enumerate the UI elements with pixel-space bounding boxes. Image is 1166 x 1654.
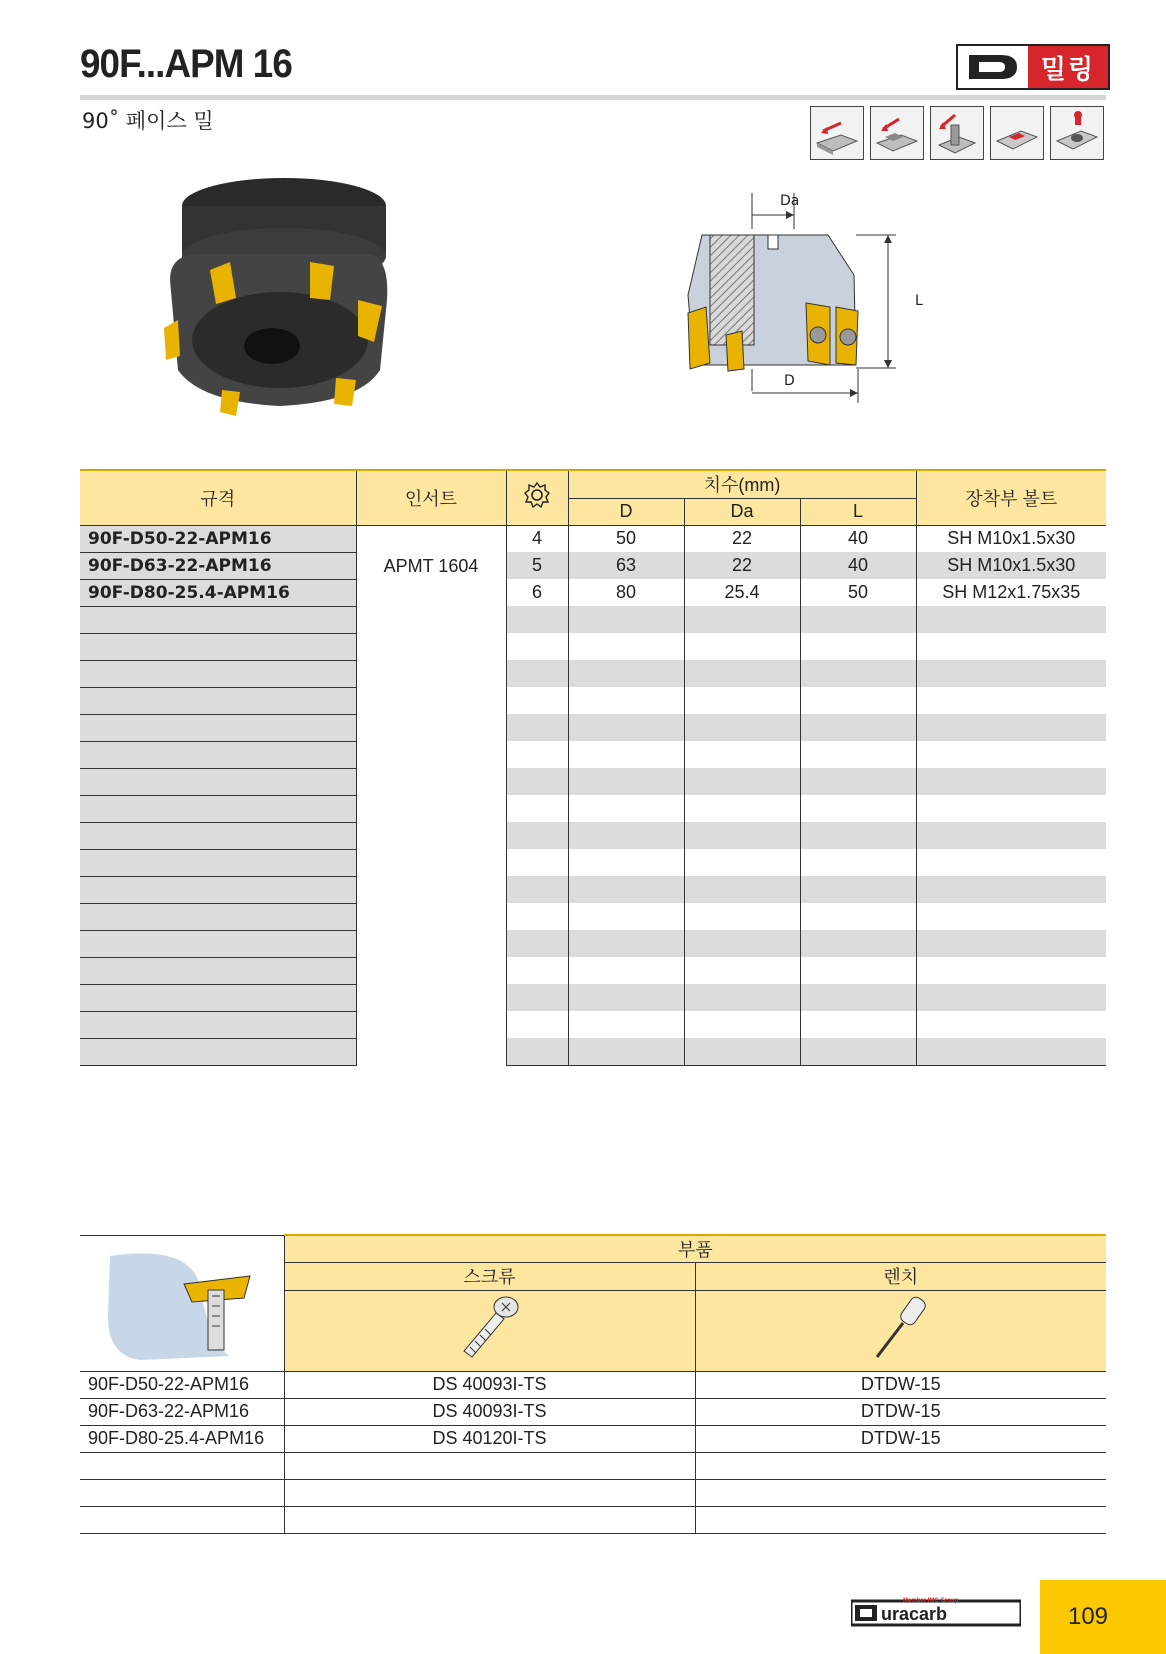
bolt-cell: SH M10x1.5x30 bbox=[916, 552, 1106, 579]
col-dims: 치수(mm) bbox=[568, 470, 916, 498]
model-cell: 90F-D50-22-APM16 bbox=[80, 1371, 284, 1398]
screw-mount-illustration bbox=[80, 1235, 284, 1371]
screw-icon bbox=[284, 1290, 695, 1371]
table-row bbox=[80, 1506, 1106, 1533]
d-cell: 63 bbox=[568, 552, 684, 579]
table-row bbox=[80, 984, 1106, 1011]
table-row bbox=[80, 930, 1106, 957]
model-cell: 90F-D63-22-APM16 bbox=[80, 552, 356, 579]
table-row bbox=[80, 579, 1106, 606]
col-wrench: 렌치 bbox=[695, 1263, 1106, 1290]
model-cell bbox=[80, 849, 356, 876]
model-cell bbox=[80, 930, 356, 957]
model-cell: 90F-D80-25.4-APM16 bbox=[80, 1425, 284, 1452]
table-row bbox=[80, 714, 1106, 741]
table-row bbox=[80, 552, 1106, 579]
teeth-cell: 6 bbox=[506, 579, 568, 606]
col-screw: 스크류 bbox=[284, 1263, 695, 1290]
page-subtitle: 90˚ 페이스 밀 bbox=[82, 109, 214, 133]
table-row bbox=[80, 1011, 1106, 1038]
table-row bbox=[80, 687, 1106, 714]
bolt-cell: SH M10x1.5x30 bbox=[916, 525, 1106, 552]
col-da: Da bbox=[684, 498, 800, 525]
table-row bbox=[80, 660, 1106, 687]
table-row bbox=[80, 876, 1106, 903]
model-cell bbox=[80, 1038, 356, 1065]
model-cell: 90F-D63-22-APM16 bbox=[80, 1398, 284, 1425]
face-milling-icon bbox=[810, 106, 864, 160]
col-parts: 부품 bbox=[284, 1235, 1106, 1263]
slot-milling-icon bbox=[930, 106, 984, 160]
teeth-cell: 4 bbox=[506, 525, 568, 552]
wrench-icon bbox=[695, 1290, 1106, 1371]
spec-table bbox=[80, 469, 1106, 1066]
shoulder-milling-icon bbox=[870, 106, 924, 160]
model-cell bbox=[80, 957, 356, 984]
pocket-milling-icon bbox=[990, 106, 1044, 160]
model-cell bbox=[80, 687, 356, 714]
d-cell: 80 bbox=[568, 579, 684, 606]
model-cell bbox=[80, 714, 356, 741]
badge-label: 밀링 bbox=[1028, 46, 1108, 88]
table-row bbox=[80, 849, 1106, 876]
wrench-cell: DTDW-15 bbox=[695, 1371, 1106, 1398]
model-cell bbox=[80, 633, 356, 660]
table-row bbox=[80, 1038, 1106, 1065]
l-cell: 40 bbox=[800, 552, 916, 579]
teeth-count-icon bbox=[506, 470, 568, 525]
table-row bbox=[80, 795, 1106, 822]
table-row bbox=[80, 1398, 1106, 1425]
duracarb-logo bbox=[851, 1597, 1021, 1627]
screw-cell: DS 40093I-TS bbox=[284, 1398, 695, 1425]
da-cell: 22 bbox=[684, 552, 800, 579]
model-cell bbox=[80, 741, 356, 768]
l-cell: 50 bbox=[800, 579, 916, 606]
table-row bbox=[80, 957, 1106, 984]
table-row bbox=[80, 741, 1106, 768]
ramping-icon bbox=[1050, 106, 1104, 160]
model-cell bbox=[80, 903, 356, 930]
model-cell bbox=[80, 768, 356, 795]
model-cell bbox=[80, 795, 356, 822]
table-row bbox=[80, 903, 1106, 930]
table-row bbox=[80, 1479, 1106, 1506]
col-l: L bbox=[800, 498, 916, 525]
da-cell: 22 bbox=[684, 525, 800, 552]
screw-cell: DS 40120I-TS bbox=[284, 1425, 695, 1452]
cutter-dimension-diagram bbox=[670, 185, 940, 410]
d-label: D bbox=[784, 373, 795, 389]
col-insert: 인서트 bbox=[356, 470, 506, 525]
wrench-cell: DTDW-15 bbox=[695, 1398, 1106, 1425]
table-row bbox=[80, 1371, 1106, 1398]
title-rule bbox=[80, 95, 1106, 100]
model-cell bbox=[80, 822, 356, 849]
bolt-cell: SH M12x1.75x35 bbox=[916, 579, 1106, 606]
table-row bbox=[80, 633, 1106, 660]
table-row bbox=[80, 1425, 1106, 1452]
model-cell: 90F-D50-22-APM16 bbox=[80, 525, 356, 552]
col-model: 규격 bbox=[80, 470, 356, 525]
category-badge bbox=[956, 44, 1110, 90]
screw-cell: DS 40093I-TS bbox=[284, 1371, 695, 1398]
l-label: L bbox=[915, 293, 923, 309]
model-cell bbox=[80, 1011, 356, 1038]
page-title: 90F...APM 16 bbox=[80, 42, 292, 86]
model-cell bbox=[80, 984, 356, 1011]
svg-text:uracarb: uracarb bbox=[881, 1604, 948, 1624]
model-cell bbox=[80, 876, 356, 903]
insert-cell: APMT 1604 bbox=[356, 525, 506, 1065]
da-cell: 25.4 bbox=[684, 579, 800, 606]
col-d: D bbox=[568, 498, 684, 525]
cutter-product-image bbox=[160, 170, 400, 440]
parts-table bbox=[80, 1234, 1106, 1534]
page-number: 109 bbox=[1040, 1580, 1166, 1654]
model-cell bbox=[80, 606, 356, 633]
model-cell: 90F-D80-25.4-APM16 bbox=[80, 579, 356, 606]
model-cell bbox=[80, 660, 356, 687]
wrench-cell: DTDW-15 bbox=[695, 1425, 1106, 1452]
table-row bbox=[80, 822, 1106, 849]
teeth-cell: 5 bbox=[506, 552, 568, 579]
table-row bbox=[80, 1452, 1106, 1479]
da-label: Da bbox=[780, 193, 800, 209]
svg-text:Member IMC Group: Member IMC Group bbox=[903, 1598, 959, 1604]
table-row bbox=[80, 606, 1106, 633]
d-logo-icon bbox=[958, 46, 1028, 88]
table-row bbox=[80, 768, 1106, 795]
d-cell: 50 bbox=[568, 525, 684, 552]
table-row bbox=[80, 525, 1106, 552]
l-cell: 40 bbox=[800, 525, 916, 552]
col-bolt: 장착부 볼트 bbox=[916, 470, 1106, 525]
